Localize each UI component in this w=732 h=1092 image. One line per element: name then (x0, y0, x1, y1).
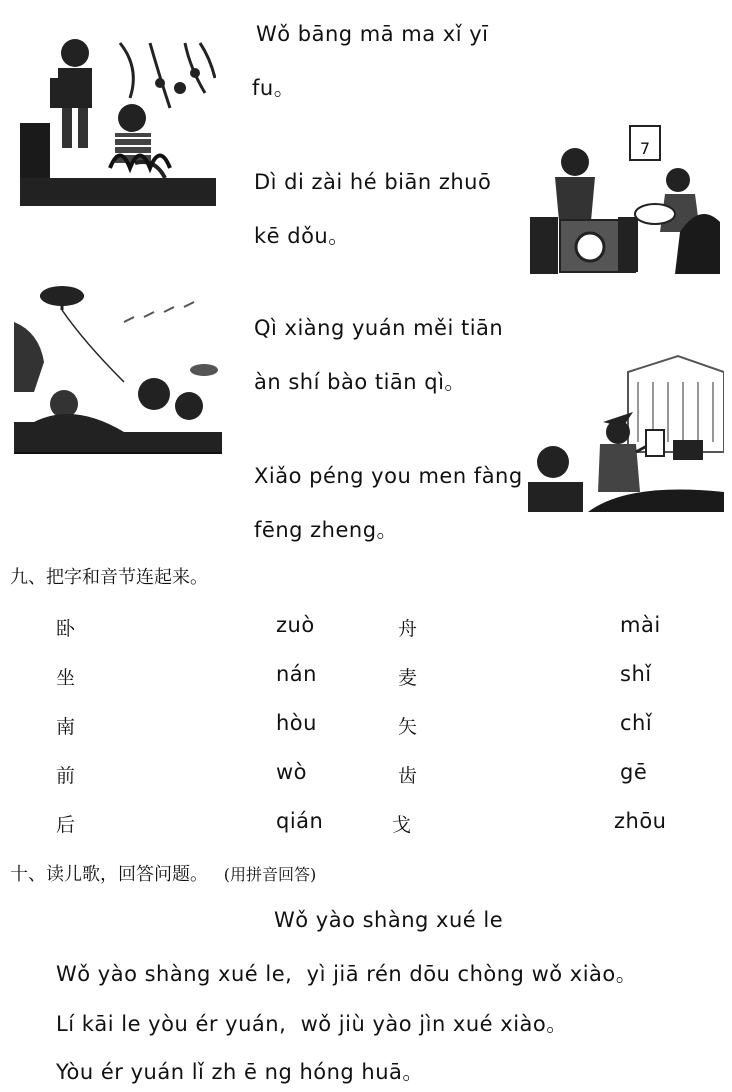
picture-weather-observer (528, 352, 724, 512)
left-char[interactable]: 卧 (56, 618, 76, 640)
left-char[interactable]: 后 (56, 814, 76, 836)
left-pinyin[interactable]: qián (276, 809, 324, 833)
sentence-line-6: àn shí bào tiān qì。 (254, 370, 466, 394)
section10-note: (用拼音回答) (223, 865, 317, 884)
poem-line: Wǒ yào shàng xué le, yì jiā rén dōu chòng wǒ xiào。 (56, 962, 638, 986)
left-char[interactable]: 南 (56, 716, 76, 738)
right-pinyin[interactable]: gē (620, 760, 648, 784)
right-char[interactable]: 齿 (398, 765, 418, 787)
left-char[interactable]: 坐 (56, 667, 76, 689)
sentence-line-8: fēng zheng。 (254, 518, 399, 542)
left-pinyin[interactable]: hòu (276, 711, 317, 735)
calendar-date: 7 (639, 139, 651, 158)
poem-title: Wǒ yào shàng xué le (274, 908, 504, 932)
picture-mother-washing-clothes (530, 122, 722, 274)
sentence-line-4: kē dǒu。 (254, 224, 350, 248)
sentence-line-7: Xiǎo péng you men fàng (254, 464, 523, 488)
picture-children-flying-kite (14, 282, 222, 458)
sentence-line-2: fu。 (252, 76, 296, 100)
right-pinyin[interactable]: zhōu (614, 809, 667, 833)
right-char[interactable]: 麦 (398, 667, 418, 689)
sentence-line-5: Qì xiàng yuán měi tiān (254, 316, 504, 340)
sentence-line-3: Dì di zài hé biān zhuō (254, 170, 492, 194)
left-pinyin[interactable]: wò (276, 760, 308, 784)
left-pinyin[interactable]: nán (276, 662, 317, 686)
right-pinyin[interactable]: shǐ (620, 662, 652, 686)
left-pinyin[interactable]: zuò (276, 613, 315, 637)
right-pinyin[interactable]: mài (620, 613, 661, 637)
section10-title-text: 十、读儿歌，回答问题。 (10, 864, 208, 885)
right-char[interactable]: 戈 (392, 814, 412, 836)
sentence-line-1: Wǒ bāng mā ma xǐ yī (256, 22, 489, 46)
right-pinyin[interactable]: chǐ (620, 711, 653, 735)
poem-line: Lí kāi le yòu ér yuán, wǒ jiù yào jìn xué xiào。 (56, 1012, 568, 1036)
picture-children-watering-plants (20, 38, 216, 206)
left-char[interactable]: 前 (56, 765, 76, 787)
poem-line: Yòu ér yuán lǐ zh ē ng hóng huā。 (56, 1060, 424, 1084)
right-char[interactable]: 舟 (398, 618, 418, 640)
section9-title: 九、把字和音节连起来。 (10, 567, 208, 588)
right-char[interactable]: 矢 (398, 716, 418, 738)
section10-title (10, 860, 316, 886)
